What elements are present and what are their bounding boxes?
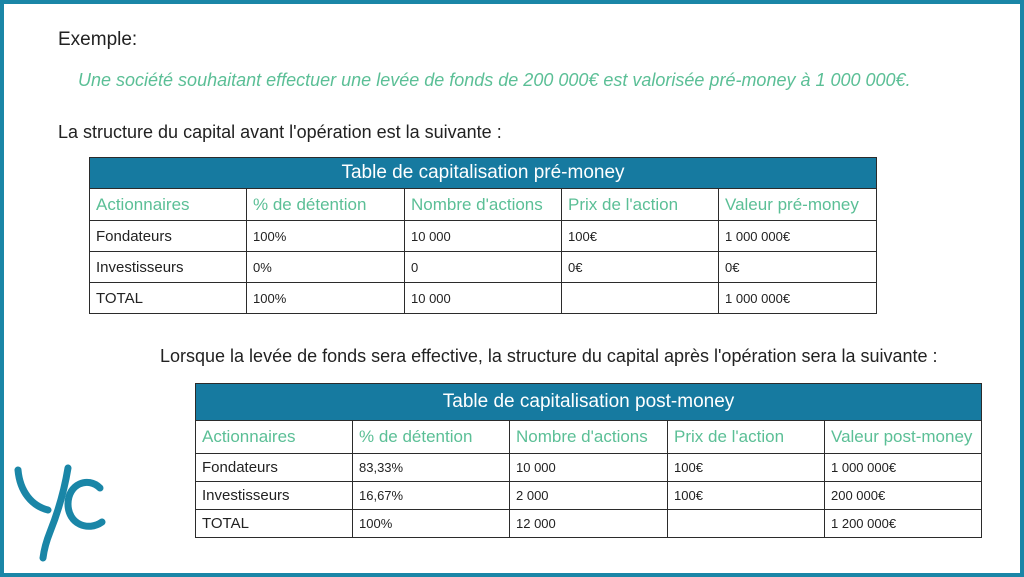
table-row — [196, 482, 982, 510]
table-row — [90, 252, 877, 283]
col-header-prix-action: Prix de l'action — [562, 189, 719, 221]
pre-money-cap-table — [89, 157, 877, 314]
table-row — [196, 510, 982, 538]
cell-nombre-actions: 10 000 — [405, 221, 562, 252]
intro-pre-money: La structure du capital avant l'opération est la suivante : — [58, 122, 502, 142]
col-header-detention: % de détention — [353, 421, 510, 454]
cell-actionnaire: Fondateurs — [90, 221, 247, 252]
cell-prix-action: 100€ — [668, 454, 825, 482]
col-header-valeur: Valeur pré-money — [719, 189, 877, 221]
col-header-detention: % de détention — [247, 189, 405, 221]
col-header-prix-action: Prix de l'action — [668, 421, 825, 454]
example-label: Exemple: — [58, 29, 138, 50]
col-header-actionnaires: Actionnaires — [196, 421, 353, 454]
cell-detention: 16,67% — [353, 482, 510, 510]
cell-valeur: 1 000 000€ — [719, 221, 877, 252]
cell-valeur: 1 000 000€ — [825, 454, 982, 482]
table-row — [90, 221, 877, 252]
cell-detention: 83,33% — [353, 454, 510, 482]
col-header-actionnaires: Actionnaires — [90, 189, 247, 221]
cell-actionnaire: TOTAL — [90, 283, 247, 314]
cell-prix-action — [562, 283, 719, 314]
col-header-valeur: Valeur post-money — [825, 421, 982, 454]
cell-prix-action: 0€ — [562, 252, 719, 283]
cell-nombre-actions: 2 000 — [510, 482, 668, 510]
cell-prix-action: 100€ — [668, 482, 825, 510]
cell-actionnaire: Investisseurs — [196, 482, 353, 510]
cell-detention: 100% — [247, 221, 405, 252]
table-row — [90, 283, 877, 314]
intro-post-money: Lorsque la levée de fonds sera effective, la structure du capital après l'opération sera la suivante : — [160, 346, 938, 366]
cell-detention: 100% — [247, 283, 405, 314]
cell-detention: 100% — [353, 510, 510, 538]
cell-valeur: 0€ — [719, 252, 877, 283]
example-statement: Une société souhaitant effectuer une levée de fonds de 200 000€ est valorisée pré-money à 1 000 000€. — [78, 70, 911, 90]
post-money-table-title: Table de capitalisation post-money — [196, 384, 982, 421]
cell-prix-action — [668, 510, 825, 538]
cell-nombre-actions: 0 — [405, 252, 562, 283]
cell-nombre-actions: 12 000 — [510, 510, 668, 538]
table-row — [196, 454, 982, 482]
cell-valeur: 1 000 000€ — [719, 283, 877, 314]
cell-nombre-actions: 10 000 — [405, 283, 562, 314]
col-header-nombre-actions: Nombre d'actions — [510, 421, 668, 454]
cell-valeur: 200 000€ — [825, 482, 982, 510]
cell-valeur: 1 200 000€ — [825, 510, 982, 538]
post-money-cap-table — [195, 383, 982, 538]
yc-logo-icon — [10, 462, 110, 562]
pre-money-table-title: Table de capitalisation pré-money — [90, 158, 877, 189]
cell-actionnaire: Investisseurs — [90, 252, 247, 283]
cell-detention: 0% — [247, 252, 405, 283]
cell-actionnaire: Fondateurs — [196, 454, 353, 482]
cell-nombre-actions: 10 000 — [510, 454, 668, 482]
cell-actionnaire: TOTAL — [196, 510, 353, 538]
col-header-nombre-actions: Nombre d'actions — [405, 189, 562, 221]
cell-prix-action: 100€ — [562, 221, 719, 252]
